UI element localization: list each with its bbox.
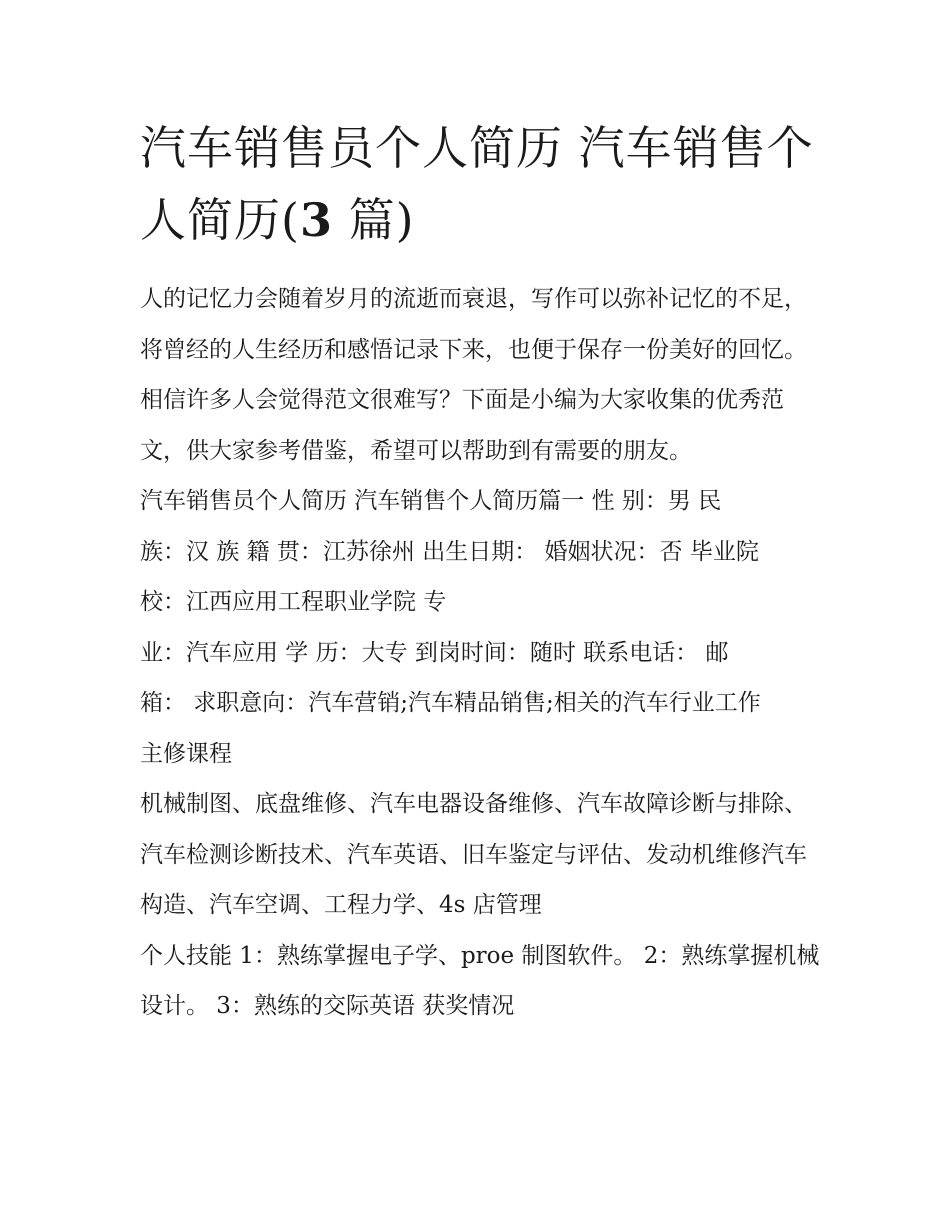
document-page [140, 112, 820, 1032]
title-suffix: 篇) [332, 193, 415, 247]
intro-paragraph: 人的记忆力会随着岁月的流逝而衰退，写作可以弥补记忆的不足，将曾经的人生经历和感悟记录下来，也便于保存一份美好的回忆。相信许多人会觉得范文很难写？下面是小编为大家收集的优秀范文，供大家参考借鉴，希望可以帮助到有需要的朋友。 [140, 286, 807, 464]
title-count: 3 [299, 193, 333, 247]
courses-heading: 主修课程 [140, 740, 232, 767]
info-line: 族：汉 族 籍 贯：江苏徐州 出生日期： 婚姻状况：否 毕业院 [140, 538, 759, 565]
info-line: 汽车销售员个人简历 汽车销售个人简历篇一 性 别：男 民 [140, 488, 722, 514]
skills-paragraph: 个人技能 1：熟练掌握电子学、proe 制图软件。 2：熟练掌握机械设计。 3：熟练的交际英语 获奖情况 [140, 942, 820, 1019]
info-line: 箱： 求职意向：汽车营销;汽车精品销售;相关的汽车行业工作 [140, 690, 761, 716]
courses-paragraph: 机械制图、底盘维修、汽车电器设备维修、汽车故障诊断与排除、汽车检测诊断技术、汽车英语、旧车鉴定与评估、发动机维修汽车构造、汽车空调、工程力学、4s 店管理 [140, 791, 807, 918]
document-title [140, 112, 820, 256]
info-line: 业：汽车应用 学 历：大专 到岗时间：随时 联系电话： 邮 [140, 639, 729, 666]
info-line: 校：江西应用工程职业学院 专 [140, 589, 447, 615]
title-text: 汽车销售员个人简历 汽车销售个人简历( [140, 121, 814, 247]
